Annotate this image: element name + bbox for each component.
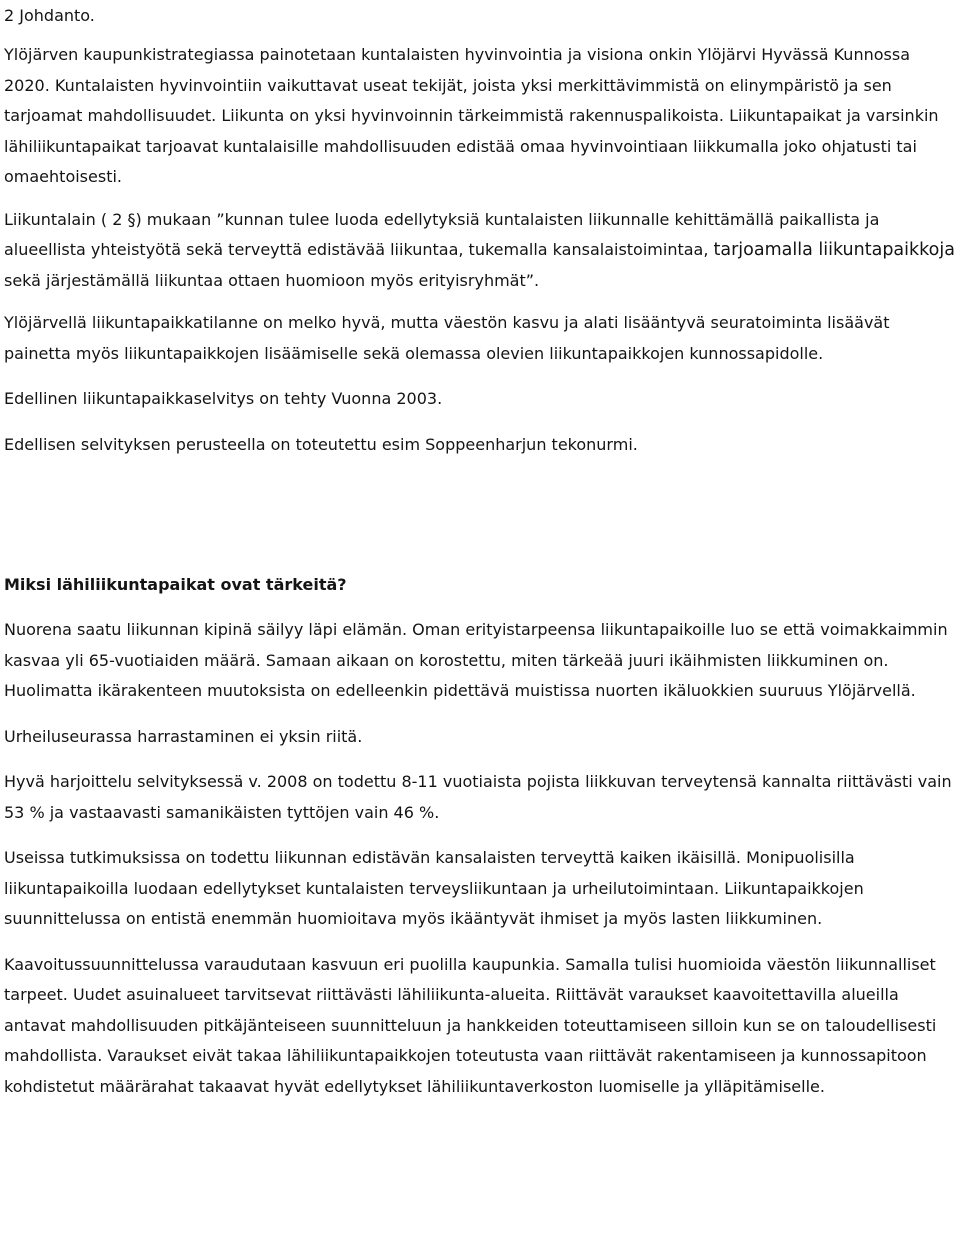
- paragraph-situation: Ylöjärvellä liikuntapaikkatilanne on melko hyvä, mutta väestön kasvu ja alati lisääntyvä seuratoiminta lisäävät painetta myös liikuntapaikkojen lisäämiselle sekä olemassa olevien liikuntapaikkojen kunnossapidolle.: [4, 313, 890, 363]
- paragraph-previous-survey: Edellinen liikuntapaikkaselvitys on tehty Vuonna 2003.: [4, 389, 443, 408]
- paragraph-previous-result: Edellisen selvityksen perusteella on toteutettu esim Soppeenharjun tekonurmi.: [4, 434, 638, 454]
- law-quote-emphasis: tarjoamalla liikuntapaikkoja: [713, 240, 955, 260]
- paragraph-study: Hyvä harjoittelu selvityksessä v. 2008 on todettu 8-11 vuotiaista pojista liikkuvan terveytensä kannalta riittävästi vain 53 % ja vastaavasti samanikäisten tyttöjen vain 46 %.: [4, 772, 952, 822]
- law-quote-text-a: Liikuntalain ( 2 §) mukaan ”kunnan tulee luoda edellytyksiä kuntalaisten liikunnalle kehittämällä paikallista ja alueellista yhteistyötä sekä terveyttä edistävää liikuntaa, tukemalla kansalaistoimintaa,: [4, 209, 880, 259]
- paragraph-liikuntalaki: [4, 205, 958, 297]
- paragraph-club: Urheiluseurassa harrastaminen ei yksin riitä.: [4, 726, 363, 746]
- subheading-why: Miksi lähiliikuntapaikat ovat tärkeitä?: [4, 575, 347, 594]
- section-heading: 2 Johdanto.: [4, 6, 95, 25]
- paragraph-planning: Kaavoitussuunnittelussa varaudutaan kasvuun eri puolilla kaupunkia. Samalla tulisi huomioida väestön liikunnalliset tarpeet. Uudet asuinalueet tarvitsevat riittävästi lähiliikunta-alueita. Riittävät varaukset kaavoitettavilla alueilla antavat mahdollisuuden pitkäjänteiseen suunnitteluun ja hankkeiden toteuttamiseen silloin kun se on taloudellisesti mahdollista. Varaukset eivät takaa lähiliikuntapaikkojen toteutusta vaan riittävät rakentamiseen ja kunnossapitoon kohdistetut määrärahat takaavat hyvät edellytykset lähiliikuntaverkoston luomiselle ja ylläpitämiselle.: [4, 954, 937, 1096]
- paragraph-youth: Nuorena saatu liikunnan kipinä säilyy läpi elämän. Oman erityistarpeensa liikuntapaikoille luo se että voimakkaimmin kasvaa yli 65-vuotiaiden määrä. Samaan aikaan on korostettu, miten tärkeää juuri ikäihmisten liikkuminen on. Huolimatta ikärakenteen muutoksista on edelleenkin pidettävä muistissa nuorten ikäluokkien suuruus Ylöjärvellä.: [4, 620, 948, 700]
- law-quote-text-c: sekä järjestämällä liikuntaa ottaen huomioon myös erityisryhmät”.: [4, 270, 540, 290]
- paragraph-research: Useissa tutkimuksissa on todettu liikunnan edistävän kansalaisten terveyttä kaiken ikäisillä. Monipuolisilla liikuntapaikoilla luodaan edellytykset kuntalaisten terveysliikuntaan ja urheilutoimintaan. Liikuntapaikkojen suunnittelussa on entistä enemmän huomioitava myös ikääntyvät ihmiset ja myös lasten liikkuminen.: [4, 848, 864, 928]
- paragraph-strategy: Ylöjärven kaupunkistrategiassa painotetaan kuntalaisten hyvinvointia ja visiona onkin Ylöjärvi Hyvässä Kunnossa 2020. Kuntalaisten hyvinvointiin vaikuttavat useat tekijät, joista yksi merkittävimmistä on elinympäristö ja sen tarjoamat mahdollisuudet. Liikunta on yksi hyvinvoinnin tärkeimmistä rakennuspalikoista. Liikuntapaikat ja varsinkin lähiliikuntapaikat tarjoavat kuntalaisille mahdollisuuden edistää omaa hyvinvointiaan liikkumalla joko ohjatusti tai omaehtoisesti.: [4, 45, 939, 186]
- document-page: [4, 0, 958, 1102]
